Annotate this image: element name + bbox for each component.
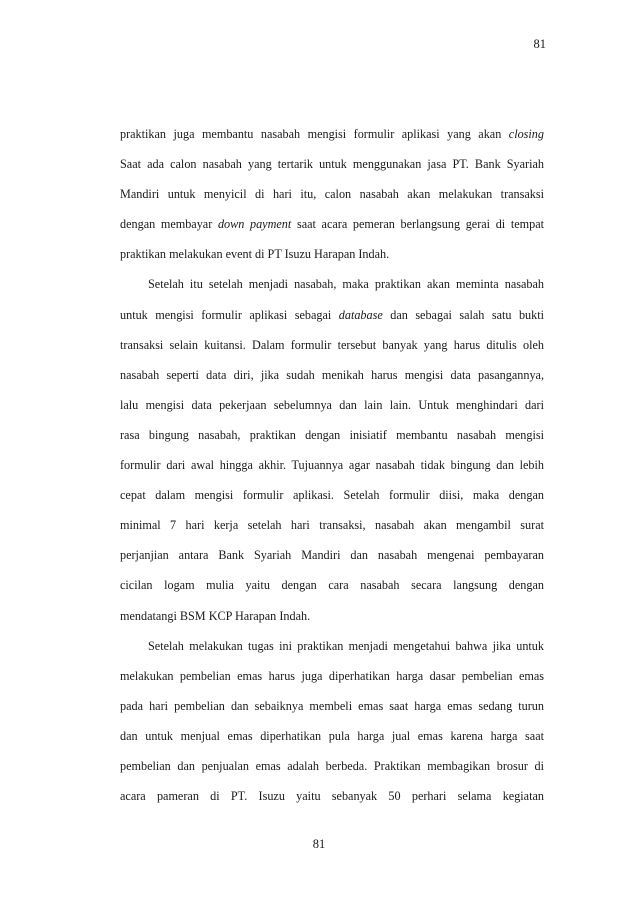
text-line bbox=[120, 691, 544, 721]
text-segment: untuk mengisi formulir aplikasi sebagai bbox=[120, 307, 339, 322]
text-segment: dengan membayar bbox=[120, 217, 218, 232]
text-segment: Setelah melakukan tugas ini praktikan menjadi mengetahui bahwa jika untuk bbox=[148, 638, 544, 653]
italic-term: down payment bbox=[217, 217, 292, 232]
text-line bbox=[120, 510, 544, 540]
text-line bbox=[120, 239, 544, 269]
text-line bbox=[120, 300, 544, 330]
text-segment: lalu mengisi data pekerjaan sebelumnya dan lain lain. Untuk menghindari dari bbox=[120, 397, 544, 412]
text-line bbox=[120, 751, 544, 781]
text-line bbox=[120, 360, 544, 390]
text-segment: perjanjian antara Bank Syariah Mandiri dan nasabah mengenai pembayaran bbox=[120, 548, 544, 563]
text-line bbox=[120, 721, 544, 751]
text-line bbox=[120, 601, 544, 631]
text-segment: praktikan melakukan event di PT Isuzu Harapan Indah. bbox=[120, 247, 390, 262]
text-line bbox=[120, 781, 544, 811]
italic-term: closing bbox=[508, 127, 544, 141]
text-segment: dan untuk menjual emas diperhatikan pula harga jual emas karena harga saat bbox=[120, 728, 544, 743]
text-line bbox=[120, 149, 544, 179]
text-segment: formulir dari awal hingga akhir. Tujuannya agar nasabah tidak bingung dan lebih bbox=[120, 458, 544, 473]
text-segment: nasabah seperti data diri, jika sudah menikah harus mengisi data pasangannya, bbox=[120, 367, 544, 382]
text-line bbox=[120, 209, 544, 239]
body-text bbox=[120, 119, 544, 811]
text-segment: dan sebagai salah satu bukti bbox=[382, 307, 544, 322]
text-line bbox=[120, 390, 544, 420]
text-segment: Mandiri untuk menyicil di hari itu, calon nasabah akan melakukan transaksi bbox=[120, 187, 544, 202]
page-number-top: 81 bbox=[533, 37, 546, 51]
text-segment: mendatangi BSM KCP Harapan Indah. bbox=[120, 608, 311, 623]
text-line bbox=[120, 179, 544, 209]
text-line bbox=[120, 330, 544, 360]
text-segment: pembelian dan penjualan emas adalah berbeda. Praktikan membagikan brosur di bbox=[120, 758, 544, 773]
text-line bbox=[120, 570, 544, 600]
text-segment: saat acara pemeran berlangsung gerai di tempat bbox=[291, 217, 545, 232]
text-line bbox=[120, 420, 544, 450]
text-segment: pada hari pembelian dan sebaiknya membeli emas saat harga emas sedang turun bbox=[120, 698, 544, 713]
text-segment: praktikan juga membantu nasabah mengisi formulir aplikasi yang akan bbox=[120, 127, 509, 141]
text-segment: cepat dalam mengisi formulir aplikasi. Setelah formulir diisi, maka dengan bbox=[120, 488, 544, 503]
text-segment: minimal 7 hari kerja setelah hari transaksi, nasabah akan mengambil surat bbox=[120, 518, 544, 533]
text-line bbox=[120, 661, 544, 691]
text-line bbox=[120, 119, 544, 149]
text-segment: cicilan logam mulia yaitu dengan cara nasabah secara langsung dengan bbox=[120, 578, 544, 593]
text-line bbox=[120, 540, 544, 570]
text-segment: rasa bingung nasabah, praktikan dengan inisiatif membantu nasabah mengisi bbox=[120, 427, 544, 442]
text-segment: Setelah itu setelah menjadi nasabah, maka praktikan akan meminta nasabah bbox=[148, 277, 544, 292]
text-segment: acara pameran di PT. Isuzu yaitu sebanyak 50 perhari selama kegiatan bbox=[120, 789, 544, 804]
text-segment: transaksi selain kuitansi. Dalam formulir tersebut banyak yang harus ditulis oleh bbox=[120, 337, 544, 352]
text-segment: melakukan pembelian emas harus juga diperhatikan harga dasar pembelian emas bbox=[120, 668, 544, 683]
text-line bbox=[120, 269, 544, 299]
text-segment: Saat ada calon nasabah yang tertarik untuk menggunakan jasa PT. Bank Syariah bbox=[120, 157, 544, 172]
text-line bbox=[120, 631, 544, 661]
text-line bbox=[120, 480, 544, 510]
italic-term: database bbox=[338, 307, 383, 322]
page-number-bottom: 81 bbox=[312, 837, 326, 851]
text-line bbox=[120, 450, 544, 480]
